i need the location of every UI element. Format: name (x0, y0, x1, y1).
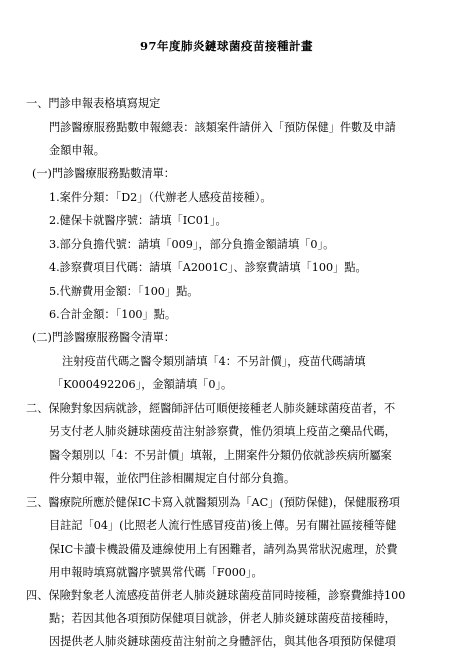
section-heading-2: 二、保險對象因病就診，經醫師評估可順便接種老人肺炎鏈球菌疫苗者，不 (26, 402, 396, 415)
list-item: 5.代辦費用金額：「100」點。 (49, 285, 199, 298)
list-item: 4.診察費項目代碼：請填「A2001C」、診察費請填「100」點。 (49, 261, 367, 274)
paragraph-line: 注射疫苗代碼之醫令類別請填「4：不另計價」，疫苗代碼請填 (62, 355, 366, 368)
list-item: 3.部分負擔代號：請填「009」，部分負擔金額請填「0」。 (49, 238, 335, 251)
list-item: 1.案件分類：「D2」（代辦老人感疫苗接種）。 (49, 191, 272, 204)
list-item: 2.健保卡就醫序號：請填「IC01」。 (49, 214, 227, 227)
list-item: 6.合計金額：「100」點。 (49, 308, 177, 321)
subsection-heading: (一)門診醫療服務點數清單： (32, 167, 175, 180)
paragraph-line: 另支付老人肺炎鏈球菌疫苗注射診察費，惟仍須填上疫苗之藥品代碼， (49, 425, 396, 438)
paragraph-line: 「K000492206」，金額請填「0」。 (52, 378, 233, 391)
subsection-heading: (二)門診醫療服務醫令清單： (32, 331, 175, 344)
section-heading-4: 四、保險對象老人流感疫苗併老人肺炎鏈球菌疫苗同時接種，診察費維持100 (26, 589, 406, 602)
paragraph-line: 保IC卡讀卡機設備及連線使用上有困難者，請列為異常狀況處理，於費 (49, 543, 398, 556)
paragraph-line: 件分類申報，並依門住診相關規定自付部分負擔。 (49, 472, 296, 485)
section-heading-1: 一、門診申報表格填寫規定 (26, 97, 161, 110)
section-heading-3: 三、醫療院所應於健保IC卡寫入就醫類別為「AC」(預防保健)，保健服務項 (26, 496, 400, 509)
document-title: 97年度肺炎鏈球菌疫苗接種計畫 (139, 39, 313, 53)
paragraph-line: 金額申報。 (49, 144, 105, 157)
paragraph-line: 因提供老人肺炎鏈球菌疫苗注射前之身體評估，與其他各項預防保健項 (49, 635, 396, 648)
paragraph-line: 用申報時填寫就醫序號異常代碼「F000」。 (49, 566, 263, 579)
paragraph-line: 醫令類別以「4：不另計價」填報，上開案件分類仍依就診疾病所屬案 (49, 449, 392, 462)
paragraph-line: 門診醫療服務點數申報總表：該類案件請併入「預防保健」件數及申請 (49, 121, 396, 134)
paragraph-line: 點；若因其他各項預防保健項目就診，併老人肺炎鏈球菌疫苗接種時， (49, 612, 396, 625)
paragraph-line: 目註記「04」(比照老人流行性感冒疫苗)後上傳。另有關社區接種等健 (49, 519, 397, 532)
